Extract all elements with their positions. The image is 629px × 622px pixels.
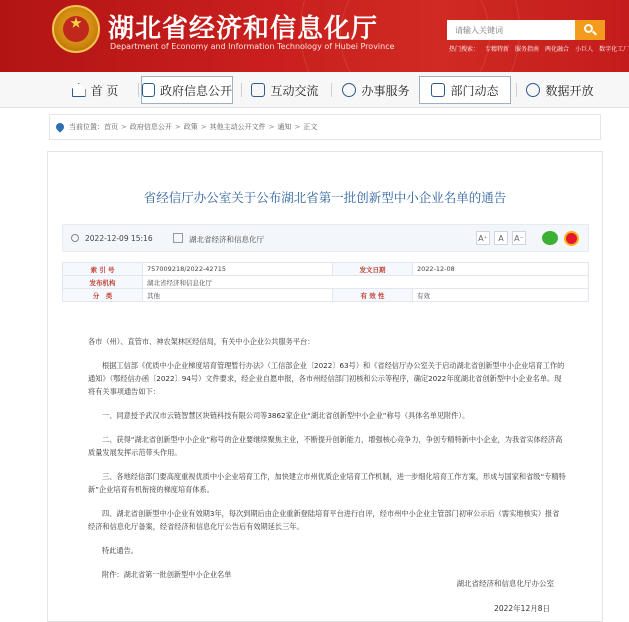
signature: 湖北省经济和信息化厅办公室 xyxy=(456,579,554,588)
nav-label: 首 页 xyxy=(90,83,119,98)
category-value: 其他 xyxy=(143,289,333,302)
hot-link[interactable]: 两化融合 xyxy=(545,46,570,53)
nav-gov-info[interactable] xyxy=(141,76,233,104)
breadcrumb-current: 正文 xyxy=(303,123,318,131)
site-title[interactable]: 湖北省经济和信息化厅 xyxy=(108,14,379,44)
closing-notice: 特此通告。 xyxy=(102,546,138,555)
nav-home[interactable] xyxy=(60,76,130,104)
chevron-right-icon: > xyxy=(268,123,275,131)
body-paragraph: 三、各地经信部门要高度重视优质中小企业培育工作，加快建立市州优质企业培育工作机制，进一步细化培育工作方案，形成与国家和省级“专精特新”企业培育有机衔接的梯度培育体系。 xyxy=(88,472,566,494)
nav-label: 互动交流 xyxy=(270,83,319,98)
search-input[interactable] xyxy=(447,20,575,40)
site-title-en: Department of Economy and Information Technology of Hubei Province xyxy=(110,42,395,51)
chevron-right-icon: > xyxy=(174,123,181,131)
body-paragraph: 根据工信部《优质中小企业梯度培育管理暂行办法》（工信部企业〔2022〕63号）和《省经信厅办公室关于启动湖北省创新型中小企业培育工作的通知》（鄂经信办函〔2022〕94号）文件要求，经企业自愿申报，各市州经信部门初核和公示等程序，确定2022年度湖北省创新型中小企业名单。现将有关事项通告如下： xyxy=(88,361,565,396)
article-title: 省经信厅办公室关于公布湖北省第一批创新型中小企业名单的通告 xyxy=(143,190,507,205)
site-header xyxy=(0,0,629,72)
chat-icon xyxy=(251,83,265,97)
org-label: 发布机构 xyxy=(63,276,143,289)
hot-search-links xyxy=(448,44,629,53)
document-icon xyxy=(142,83,155,97)
nav-label: 办事服务 xyxy=(361,83,410,98)
breadcrumb xyxy=(49,114,601,140)
wechat-icon[interactable] xyxy=(542,231,558,245)
document-info-table xyxy=(62,262,589,302)
font-smaller-button[interactable]: A⁻ xyxy=(512,231,526,245)
nav-label: 数据开放 xyxy=(545,83,594,98)
body-paragraph: 四、湖北省创新型中小企业有效期3年，每次到期后由企业重新登陆培育平台进行自评，经市州中小企业主管部门初审公示后（需实地核实）报省经济和信息化厅备案，经省经济和信息化厅公告后有效期延长三年。 xyxy=(88,509,560,531)
publish-date: 2022-12-09 15:16 xyxy=(85,234,153,243)
attachment-link[interactable]: 附件：湖北省第一批创新型中小企业名单 xyxy=(102,570,232,579)
search-button[interactable] xyxy=(575,20,605,40)
service-icon xyxy=(342,83,356,97)
hot-search-label: 热门搜索： xyxy=(449,46,480,53)
validity-value: 有效 xyxy=(413,289,589,302)
breadcrumb-item[interactable]: 通知 xyxy=(277,123,292,131)
table-row xyxy=(63,276,589,289)
search-icon-handle xyxy=(592,31,597,36)
chevron-right-icon: > xyxy=(200,123,207,131)
hot-link[interactable]: 服务指南 xyxy=(515,46,540,53)
breadcrumb-prefix: 当前位置： xyxy=(69,123,104,131)
breadcrumb-item[interactable]: 首页 xyxy=(104,123,118,131)
salutation: 各市（州）、直管市、神农架林区经信局，有关中小企业公共服务平台： xyxy=(88,337,315,346)
breadcrumb-item[interactable]: 政策 xyxy=(183,123,198,131)
nav-label: 部门动态 xyxy=(450,83,499,98)
department-icon xyxy=(173,233,183,243)
location-pin-icon xyxy=(54,121,65,132)
hot-link[interactable]: 数字化工厂 xyxy=(599,46,629,53)
clock-icon xyxy=(71,234,79,242)
home-icon xyxy=(72,83,86,97)
validity-label: 有 效 性 xyxy=(333,289,413,302)
chevron-right-icon: > xyxy=(121,123,127,131)
breadcrumb-item[interactable]: 其他主动公开文件 xyxy=(209,123,266,131)
body-paragraph: 一、同意授予武汉市云链智慧区块链科技有限公司等3862家企业“湖北省创新型中小企业”称号（具体名单见附件）。 xyxy=(102,411,470,420)
index-label: 索 引 号 xyxy=(63,263,143,276)
index-value: 757009218/2022-42715 xyxy=(143,263,333,276)
breadcrumb-item[interactable]: 政府信息公开 xyxy=(129,123,172,131)
issue-date-label: 发文日期 xyxy=(333,263,413,276)
article-body xyxy=(88,335,566,581)
chevron-right-icon: > xyxy=(294,123,301,131)
main-nav xyxy=(0,72,629,108)
nav-divider xyxy=(241,83,242,97)
hot-link[interactable]: 专精特新 xyxy=(485,46,510,53)
nav-label: 政府信息公开 xyxy=(159,83,232,98)
body-paragraph: 二、获得“湖北省创新型中小企业”称号的企业要继续聚焦主业，不断提升创新能力，增强核心竞争力，争创专精特新中小企业，为我省实体经济高质量发展发挥示范带头作用。 xyxy=(88,435,563,457)
publish-department: 湖北省经济和信息化厅 xyxy=(189,235,264,244)
article-card xyxy=(47,151,603,622)
national-emblem-icon[interactable] xyxy=(52,5,100,53)
issue-date-value: 2022-12-08 xyxy=(413,263,589,276)
data-icon xyxy=(526,83,540,97)
table-row xyxy=(63,289,589,302)
nav-divider xyxy=(331,83,332,97)
nav-open-data[interactable] xyxy=(520,76,600,104)
sign-date: 2022年12月8日 xyxy=(494,604,550,613)
nav-news[interactable] xyxy=(419,76,511,104)
org-value: 湖北省经济和信息化厅 xyxy=(143,276,589,289)
hot-link[interactable]: 小巨人 xyxy=(575,46,594,53)
category-label: 分 类 xyxy=(63,289,143,302)
table-row xyxy=(63,263,589,276)
nav-divider xyxy=(138,83,139,97)
nav-services[interactable] xyxy=(336,76,416,104)
weibo-icon[interactable] xyxy=(564,231,579,246)
font-larger-button[interactable]: A⁺ xyxy=(476,231,490,245)
article-meta-bar xyxy=(62,224,589,252)
nav-interaction[interactable] xyxy=(245,76,325,104)
font-normal-button[interactable]: A xyxy=(494,231,508,245)
nav-divider xyxy=(516,83,517,97)
news-icon xyxy=(431,83,445,97)
